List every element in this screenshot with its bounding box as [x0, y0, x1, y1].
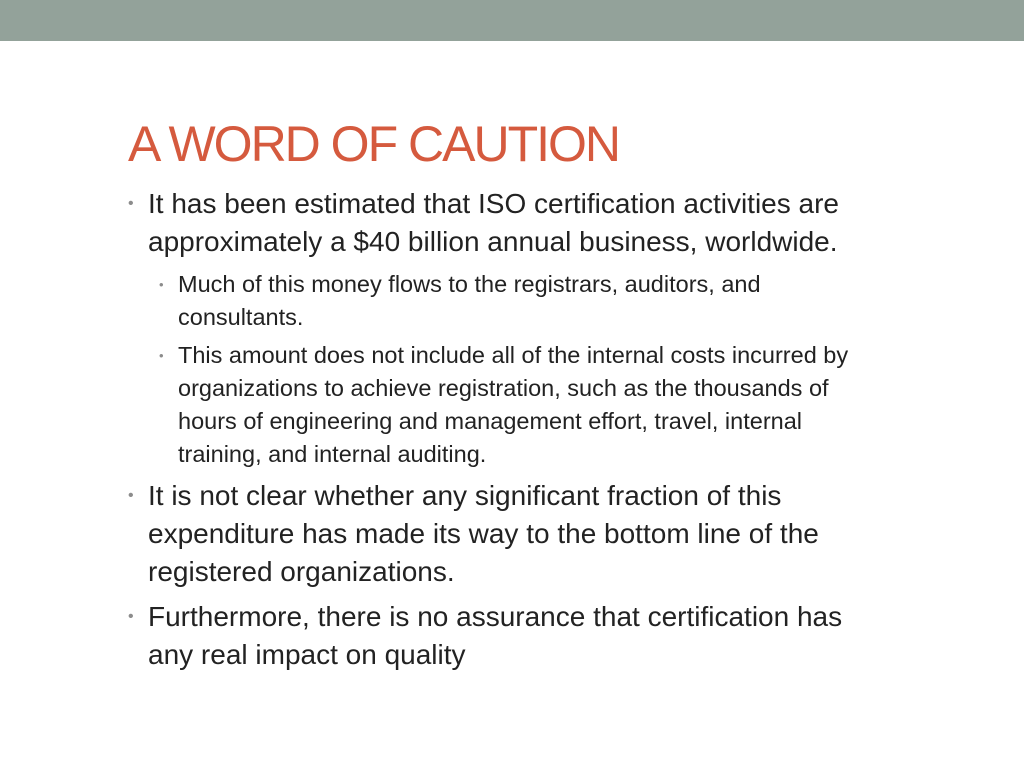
bullet-text: Furthermore, there is no assurance that certification has any real impact on quality [148, 601, 843, 670]
sub-bullet-text: This amount does not include all of the internal costs incurred by organizations to achieve registration, such as the thousands of hours of engineering and management effort, travel, internal training, and internal auditing. [178, 342, 849, 467]
bullet-item [128, 598, 888, 674]
sub-bullet-list [128, 268, 888, 471]
sub-bullet-text: Much of this money flows to the registrars, auditors, and consultants. [178, 271, 761, 330]
bullet-item [128, 185, 888, 261]
bullet-item [128, 477, 888, 591]
bullet-text: It has been estimated that ISO certification activities are approximately a $40 billion annual business, worldwide. [148, 188, 840, 257]
bullet-dot-icon: • [128, 487, 134, 504]
slide-title: A WORD OF CAUTION [128, 116, 619, 172]
bullet-dot-icon: • [128, 608, 134, 625]
bullet-dot-icon: • [128, 195, 134, 212]
bullet-dot-icon: • [159, 348, 164, 363]
top-accent-bar [0, 0, 1024, 41]
bullet-dot-icon: • [159, 277, 164, 292]
sub-bullet-item [159, 268, 888, 334]
sub-bullet-item [159, 339, 888, 471]
slide-content [128, 185, 888, 681]
bullet-text: It is not clear whether any significant fraction of this expenditure has made its way to the bottom line of the registered organizations. [148, 480, 819, 587]
